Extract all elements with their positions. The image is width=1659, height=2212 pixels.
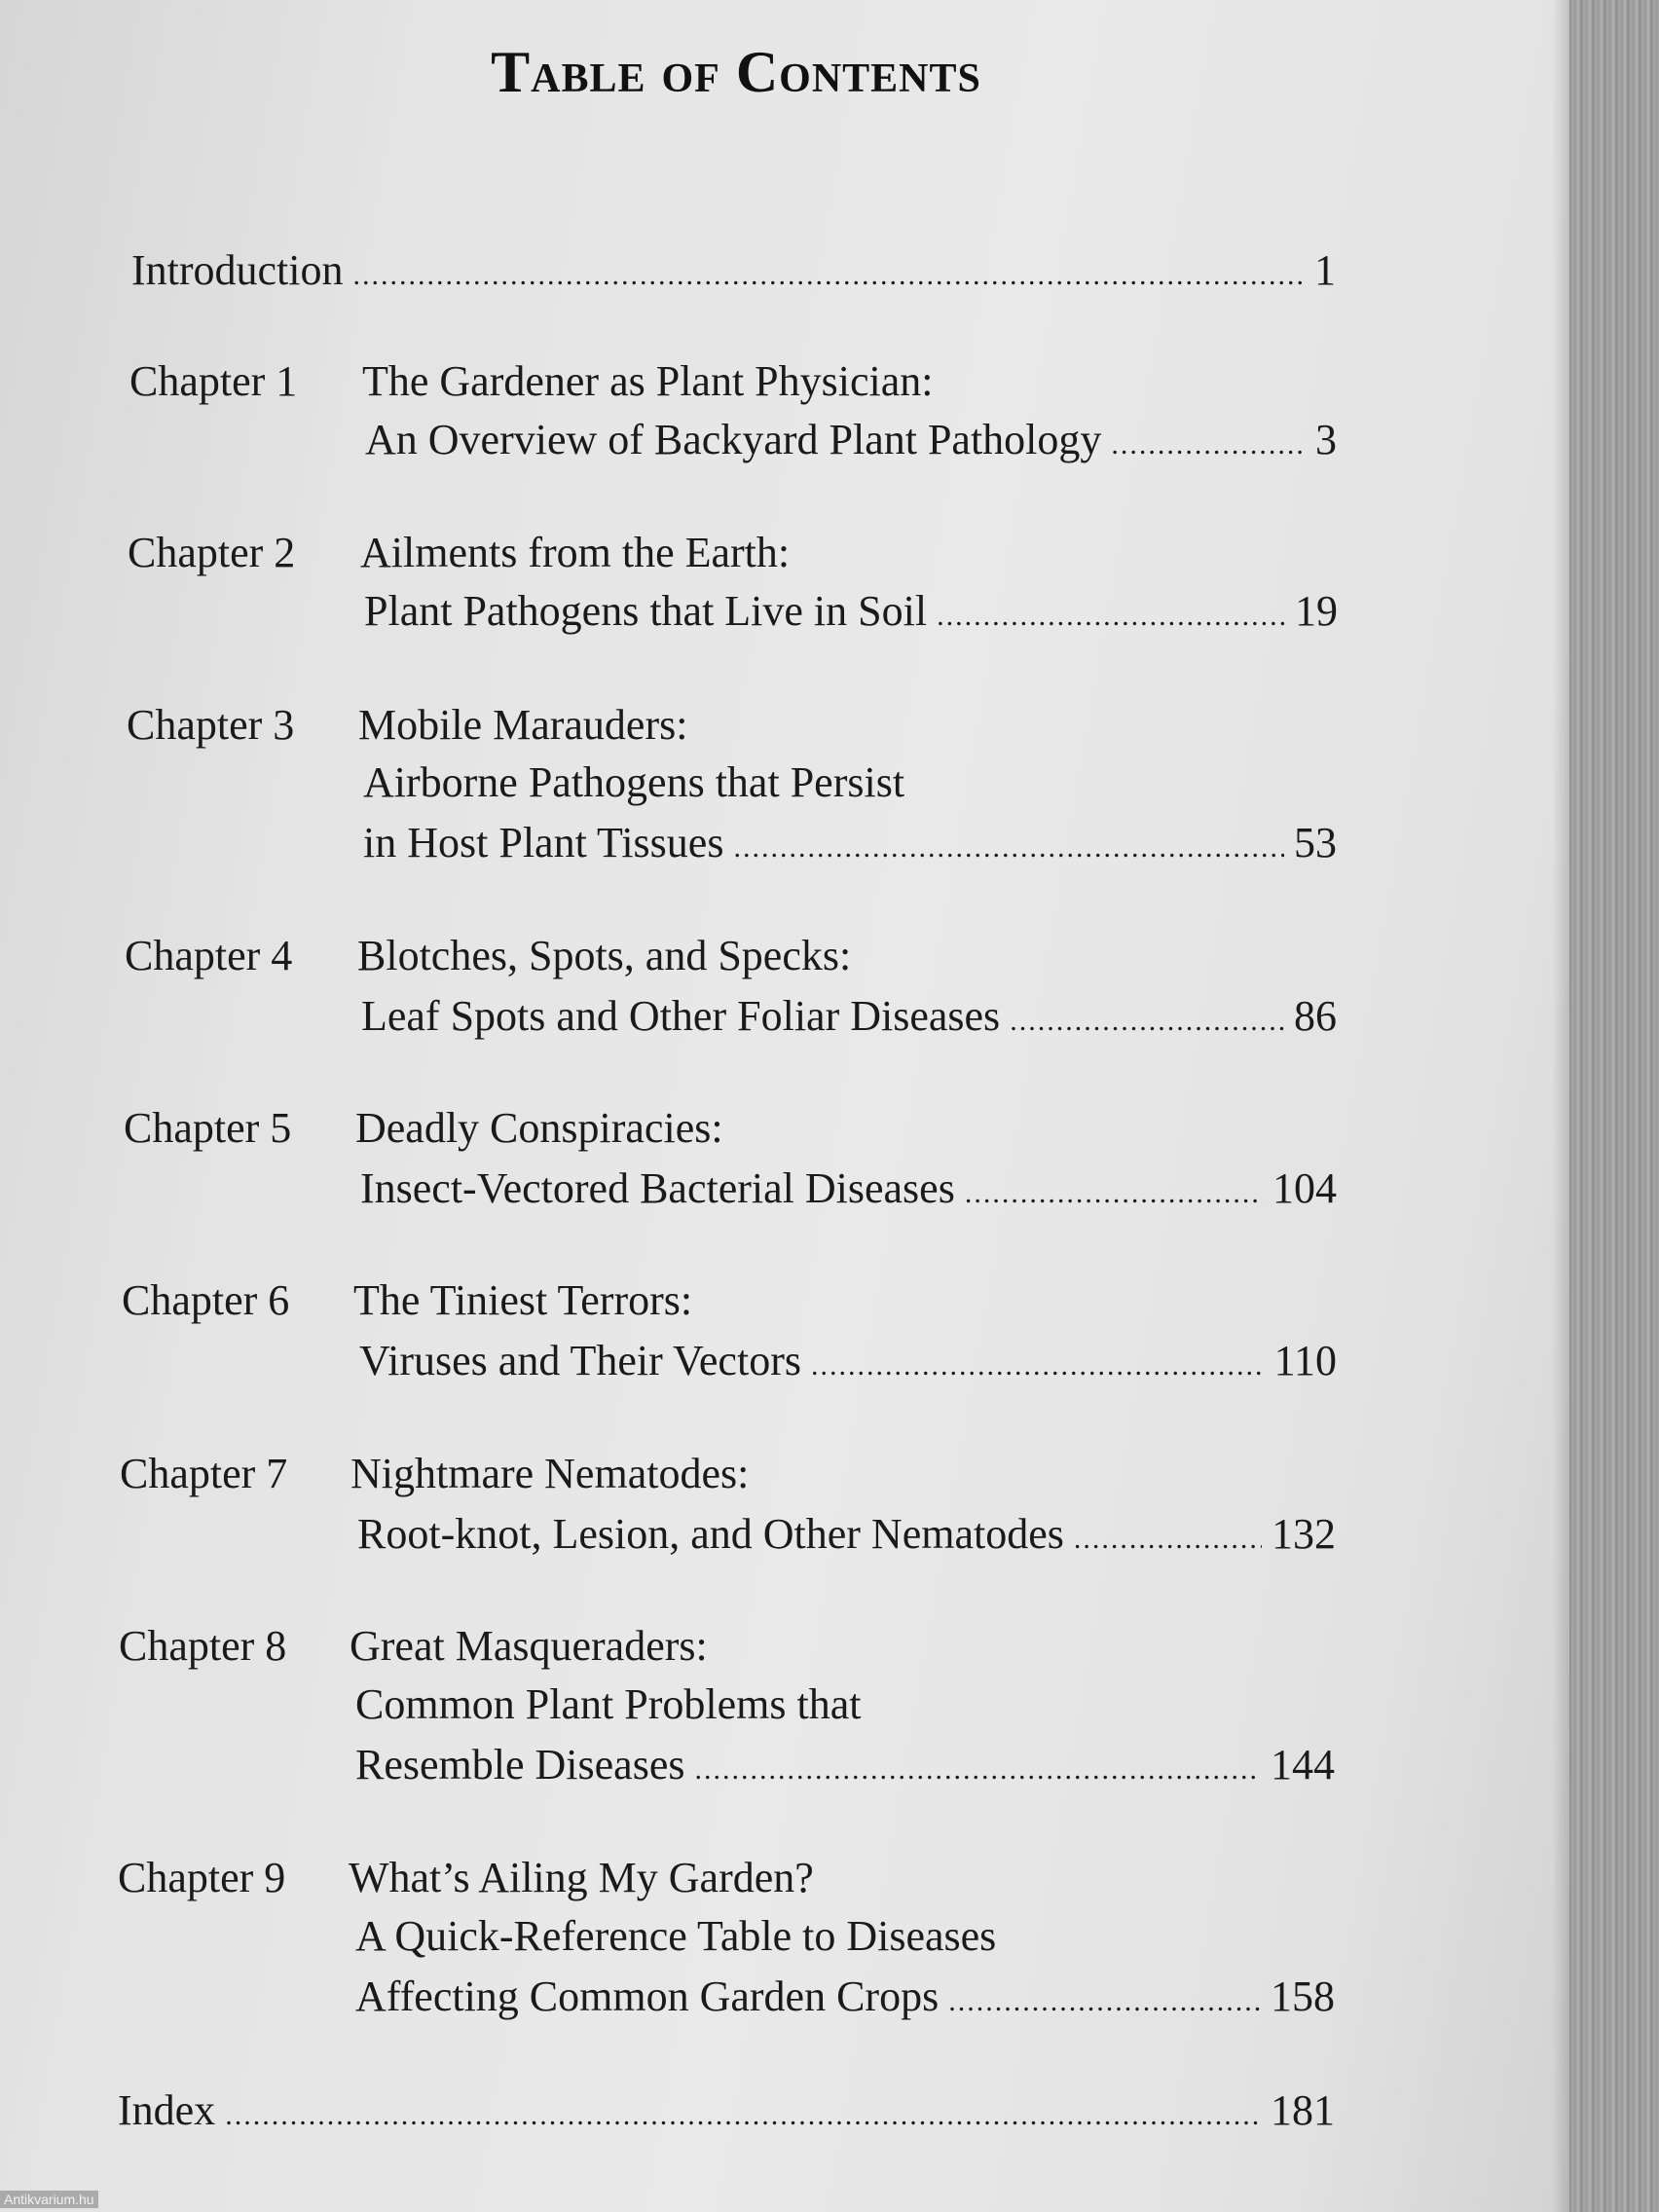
toc-page-number: 53 — [1294, 819, 1337, 866]
page-title: Table of Contents — [491, 40, 981, 104]
book-page-edges — [1569, 0, 1659, 2212]
dot-leader — [694, 1743, 1261, 1797]
chapter-title-line: Root-knot, Lesion, and Other Nematodes — [357, 1510, 1064, 1558]
chapter-title-line: Insect-Vectored Bacterial Diseases — [360, 1164, 955, 1212]
toc-page-number: 1 — [1314, 246, 1336, 294]
chapter-final-line — [361, 989, 1337, 1044]
chapter-title-line: Deadly Conspiracies: — [355, 1104, 723, 1152]
chapter-final-line — [360, 1161, 1337, 1216]
toc-page-number: 19 — [1295, 587, 1338, 635]
chapter-final-line — [359, 1334, 1337, 1388]
chapter-title-line: Resemble Diseases — [355, 1741, 685, 1788]
chapter-label: Chapter 2 — [128, 529, 296, 576]
chapter-title-line: Affecting Common Garden Crops — [355, 1972, 940, 2020]
dot-leader — [733, 821, 1284, 875]
dot-leader — [1074, 1512, 1262, 1567]
chapter-label: Chapter 5 — [124, 1104, 292, 1152]
toc-page-number: 181 — [1271, 2086, 1335, 2134]
chapter-title-line: Mobile Marauders: — [358, 701, 688, 749]
dot-leader — [1111, 418, 1306, 472]
chapter-title-line: The Tiniest Terrors: — [353, 1276, 693, 1324]
chapter-label: Chapter 4 — [125, 932, 293, 979]
chapter-title-line: Ailments from the Earth: — [360, 529, 791, 576]
chapter-title-line: Leaf Spots and Other Foliar Diseases — [361, 992, 1001, 1040]
toc-entry-label: Index — [118, 2086, 216, 2134]
dot-leader — [225, 2088, 1261, 2143]
dot-leader — [937, 589, 1285, 644]
chapter-label: Chapter 6 — [122, 1276, 290, 1324]
chapter-title-line: The Gardener as Plant Physician: — [362, 357, 934, 405]
dot-leader — [1010, 994, 1284, 1049]
toc-page-number: 86 — [1294, 992, 1337, 1040]
chapter-label: Chapter 7 — [120, 1450, 288, 1497]
toc-page-number: 3 — [1315, 416, 1337, 463]
chapter-title-line: Common Plant Problems that — [355, 1680, 862, 1728]
dot-leader — [948, 1974, 1261, 2029]
chapter-final-line — [364, 584, 1338, 639]
toc-entry-index — [118, 2083, 1335, 2138]
chapter-title-line: Airborne Pathogens that Persist — [363, 758, 905, 806]
chapter-title-line: Plant Pathogens that Live in Soil — [364, 587, 928, 635]
chapter-title-line: A Quick-Reference Table to Diseases — [355, 1912, 997, 1960]
toc-page-number: 110 — [1273, 1337, 1337, 1384]
chapter-title-line: Nightmare Nematodes: — [350, 1450, 750, 1497]
chapter-final-line — [363, 816, 1337, 870]
toc-page-number: 144 — [1271, 1741, 1335, 1788]
chapter-title-line: What’s Ailing My Garden? — [349, 1854, 814, 1901]
toc-page-number: 104 — [1272, 1164, 1337, 1212]
chapter-title-line: An Overview of Backyard Plant Pathology — [365, 416, 1102, 463]
chapter-final-line — [355, 1738, 1335, 1792]
chapter-label: Chapter 3 — [127, 701, 295, 749]
chapter-label: Chapter 1 — [129, 357, 298, 405]
chapter-title-line: in Host Plant Tissues — [363, 819, 724, 866]
chapter-title-line: Great Masqueraders: — [350, 1622, 708, 1670]
toc-page-number: 132 — [1272, 1510, 1336, 1558]
chapter-label: Chapter 9 — [118, 1854, 286, 1901]
toc-page-number: 158 — [1271, 1972, 1335, 2020]
chapter-label: Chapter 8 — [119, 1622, 287, 1670]
dot-leader — [965, 1166, 1263, 1221]
dot-leader — [811, 1339, 1265, 1393]
chapter-final-line — [355, 1970, 1335, 2024]
chapter-title-line: Blotches, Spots, and Specks: — [357, 932, 852, 979]
dot-leader — [353, 248, 1305, 303]
chapter-final-line — [365, 413, 1337, 467]
toc-entry-label: Introduction — [131, 246, 344, 294]
chapter-title-line: Viruses and Their Vectors — [359, 1337, 801, 1384]
watermark: Antikvarium.hu — [0, 2191, 98, 2208]
toc-entry-introduction — [131, 243, 1336, 298]
chapter-final-line — [357, 1507, 1336, 1562]
